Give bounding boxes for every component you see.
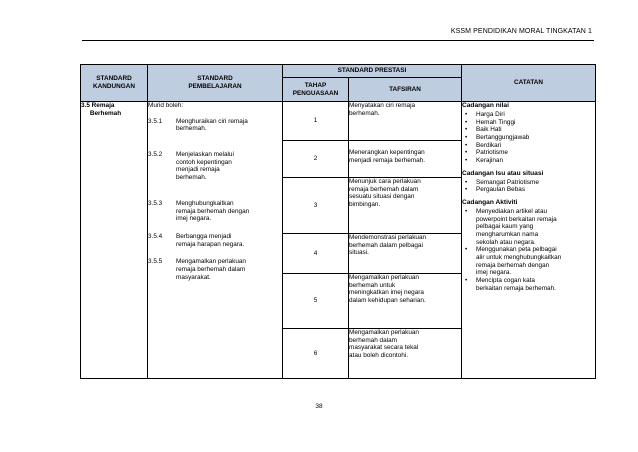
pembelajaran-intro: Murid boleh: bbox=[148, 102, 184, 109]
standard-pembelajaran-cell bbox=[148, 102, 283, 379]
pembelajaran-text: Menghubungkaitkan remaja berhemah dengan imej negara. bbox=[176, 199, 250, 223]
pembelajaran-code: 3.5.3 bbox=[148, 199, 163, 207]
curriculum-table bbox=[80, 64, 596, 379]
tahap-cell: 1 bbox=[283, 102, 349, 141]
aktiviti-item: Menyediakan artikel atau powerpoint berkaitan remaja pelbagai kaum yang mengharumkan nama sekolah atau negara. bbox=[476, 207, 557, 246]
pembelajaran-item bbox=[148, 258, 282, 281]
pembelajaran-item bbox=[148, 233, 282, 248]
list-item: • Bertanggungjawab bbox=[465, 133, 530, 141]
header-standard-kandungan: STANDARD KANDUNGAN bbox=[81, 65, 148, 102]
header-tahap: TAHAP PENGUASAAN bbox=[283, 78, 349, 102]
pembelajaran-item bbox=[148, 151, 282, 182]
aktiviti-item: Menggunakan peta pelbagai alir untuk menghubungkaitkan remaja berhemah dengan imej negara. bbox=[476, 246, 562, 277]
nilai-item: Patriotisme bbox=[476, 149, 508, 157]
nilai-item: Kerajinan bbox=[476, 157, 504, 165]
isu-list bbox=[462, 179, 595, 194]
pembelajaran-item bbox=[148, 200, 282, 223]
list-item: • Berdikari bbox=[465, 141, 502, 149]
nilai-item: Baik Hati bbox=[476, 126, 502, 134]
page-number: 38 bbox=[315, 403, 323, 410]
isu-title: Cadangan Isu atau situasi bbox=[462, 169, 544, 177]
list-item: • Harga Diri bbox=[465, 110, 505, 118]
pembelajaran-code: 3.5.1 bbox=[148, 117, 163, 125]
tafsiran-cell: Mengamalkan perlakuan berhemah dalam masyarakat secara tekal atau boleh dicontohi. bbox=[349, 329, 462, 379]
aktiviti-title: Cadangan Aktiviti bbox=[462, 199, 518, 206]
header-catatan: CATATAN bbox=[462, 65, 596, 102]
tahap-cell: 3 bbox=[283, 178, 349, 234]
pembelajaran-item bbox=[148, 118, 282, 133]
tahap-cell: 6 bbox=[283, 329, 349, 379]
aktiviti-list bbox=[462, 208, 595, 293]
pembelajaran-text: Berbangga menjadi remaja harapan negara. bbox=[176, 232, 245, 248]
header-standard-pembelajaran: STANDARD PEMBELAJARAN bbox=[148, 65, 283, 102]
nilai-item: Hemah Tinggi bbox=[476, 118, 516, 126]
header-rule bbox=[82, 40, 594, 41]
aktiviti-item: Mencipta cogan kata berkaitan remaja berhemah. bbox=[476, 277, 556, 292]
nilai-list bbox=[462, 111, 595, 165]
isu-item: Pergaulan Bebas bbox=[476, 186, 526, 194]
list-item: • Hemah Tinggi bbox=[465, 118, 516, 126]
nilai-item: Harga Diri bbox=[476, 110, 505, 118]
list-item: • Mencipta cogan kata berkaitan remaja berhemah. bbox=[465, 277, 556, 292]
pembelajaran-text: Menjelaskan melalui contoh kepentingan menjadi remaja berhemah. bbox=[176, 151, 234, 182]
standard-kandungan-cell: 3.5 Remaja Berhemah bbox=[81, 102, 148, 379]
list-item: • Menggunakan peta pelbagai alir untuk menghubungkaitkan remaja berhemah dengan imej negara. bbox=[465, 246, 562, 277]
pembelajaran-code: 3.5.4 bbox=[148, 232, 163, 240]
nilai-item: Bertanggungjawab bbox=[476, 133, 530, 141]
isu-item: Semangat Patriotisme bbox=[476, 178, 539, 186]
header-tafsiran: TAFSIRAN bbox=[349, 78, 462, 102]
nilai-title: Cadangan nilai bbox=[462, 102, 509, 109]
document-header-title: KSSM PENDIDIKAN MORAL TINGKATAN 1 bbox=[450, 28, 592, 35]
tafsiran-cell: Mengamalkan perlakuan berhemah untuk meningkatkan imej negara dalam kehidupan seharian. bbox=[349, 274, 462, 329]
tafsiran-cell: Menunjuk cara perlakuan remaja berhemah dalam sesuatu situasi dengan bimbingan. bbox=[349, 178, 462, 234]
catatan-cell bbox=[462, 102, 596, 379]
list-item: • Kerajinan bbox=[465, 157, 504, 165]
list-item: • Patriotisme bbox=[465, 149, 508, 157]
nilai-item: Berdikari bbox=[476, 141, 502, 149]
tafsiran-cell: Mendemonstrasi perlakuan berhemah dalam pelbagai situasi. bbox=[349, 234, 462, 274]
pembelajaran-text: Menghuraikan ciri remaja berhemah. bbox=[176, 117, 248, 133]
list-item: • Semangat Patriotisme bbox=[465, 178, 539, 186]
tahap-cell: 2 bbox=[283, 141, 349, 178]
header-standard-prestasi: STANDARD PRESTASI bbox=[283, 65, 462, 78]
tafsiran-cell: Menerangkan kepentingan menjadi remaja berhemah. bbox=[349, 141, 462, 178]
list-item: • Baik Hati bbox=[465, 126, 502, 134]
pembelajaran-code: 3.5.5 bbox=[148, 258, 163, 266]
list-item: • Menyediakan artikel atau powerpoint berkaitan remaja pelbagai kaum yang mengharumkan nama sekolah atau negara. bbox=[465, 207, 557, 246]
pembelajaran-text: Mengamalkan perlakuan remaja berhemah dalam masyarakat. bbox=[176, 258, 246, 281]
list-item: • Pergaulan Bebas bbox=[465, 186, 526, 194]
tahap-cell: 5 bbox=[283, 274, 349, 329]
tahap-cell: 4 bbox=[283, 234, 349, 274]
pembelajaran-code: 3.5.2 bbox=[148, 151, 163, 159]
tafsiran-cell: Menyatakan ciri remaja berhemah. bbox=[349, 102, 462, 141]
